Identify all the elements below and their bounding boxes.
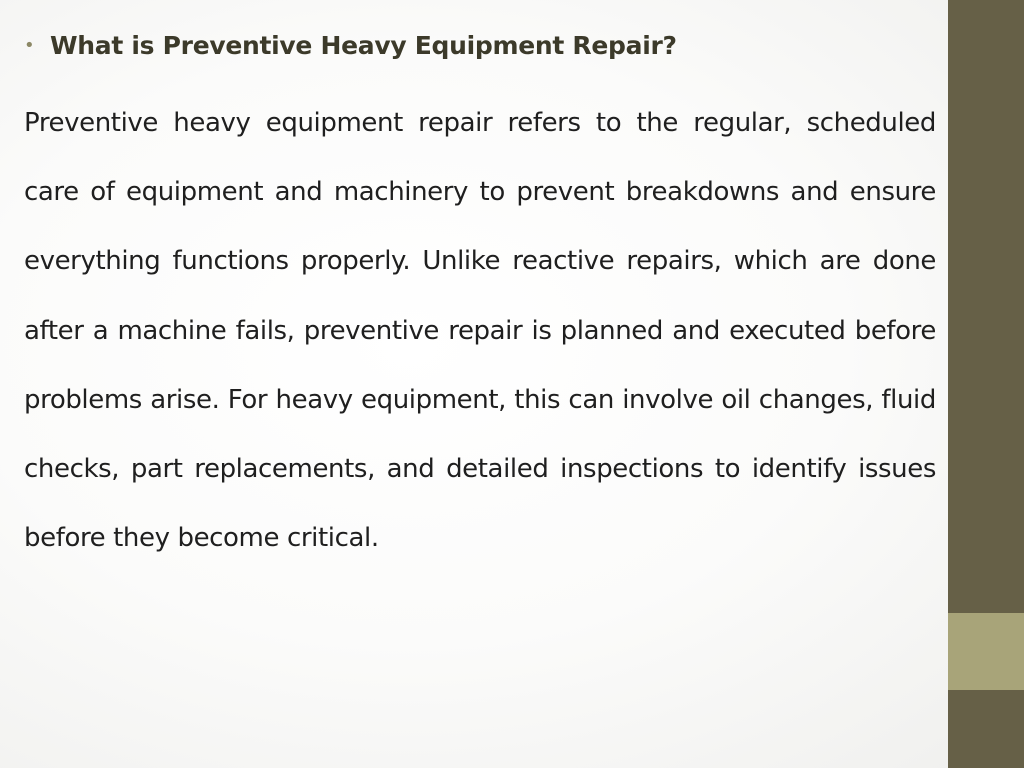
- sidebar-band-accent: [948, 613, 1024, 690]
- slide-body-paragraph: Preventive heavy equipment repair refers to the regular, scheduled care of equipment and machinery to prevent breakdowns and ensure everything functions properly. Unlike reactive repairs, which are done after a machine fails, preventive repair is planned and executed before problems arise. For heavy equipment, this can involve oil changes, fluid checks, part replacements, and detailed inspections to identify issues before they become critical.: [24, 108, 936, 554]
- sidebar-band-top: [948, 0, 1024, 613]
- sidebar-band-bottom: [948, 690, 1024, 768]
- bullet-marker: •: [24, 35, 35, 56]
- slide-heading: What is Preventive Heavy Equipment Repair?: [50, 31, 677, 60]
- decorative-sidebar: [948, 0, 1024, 768]
- bullet-heading-row: [24, 26, 924, 66]
